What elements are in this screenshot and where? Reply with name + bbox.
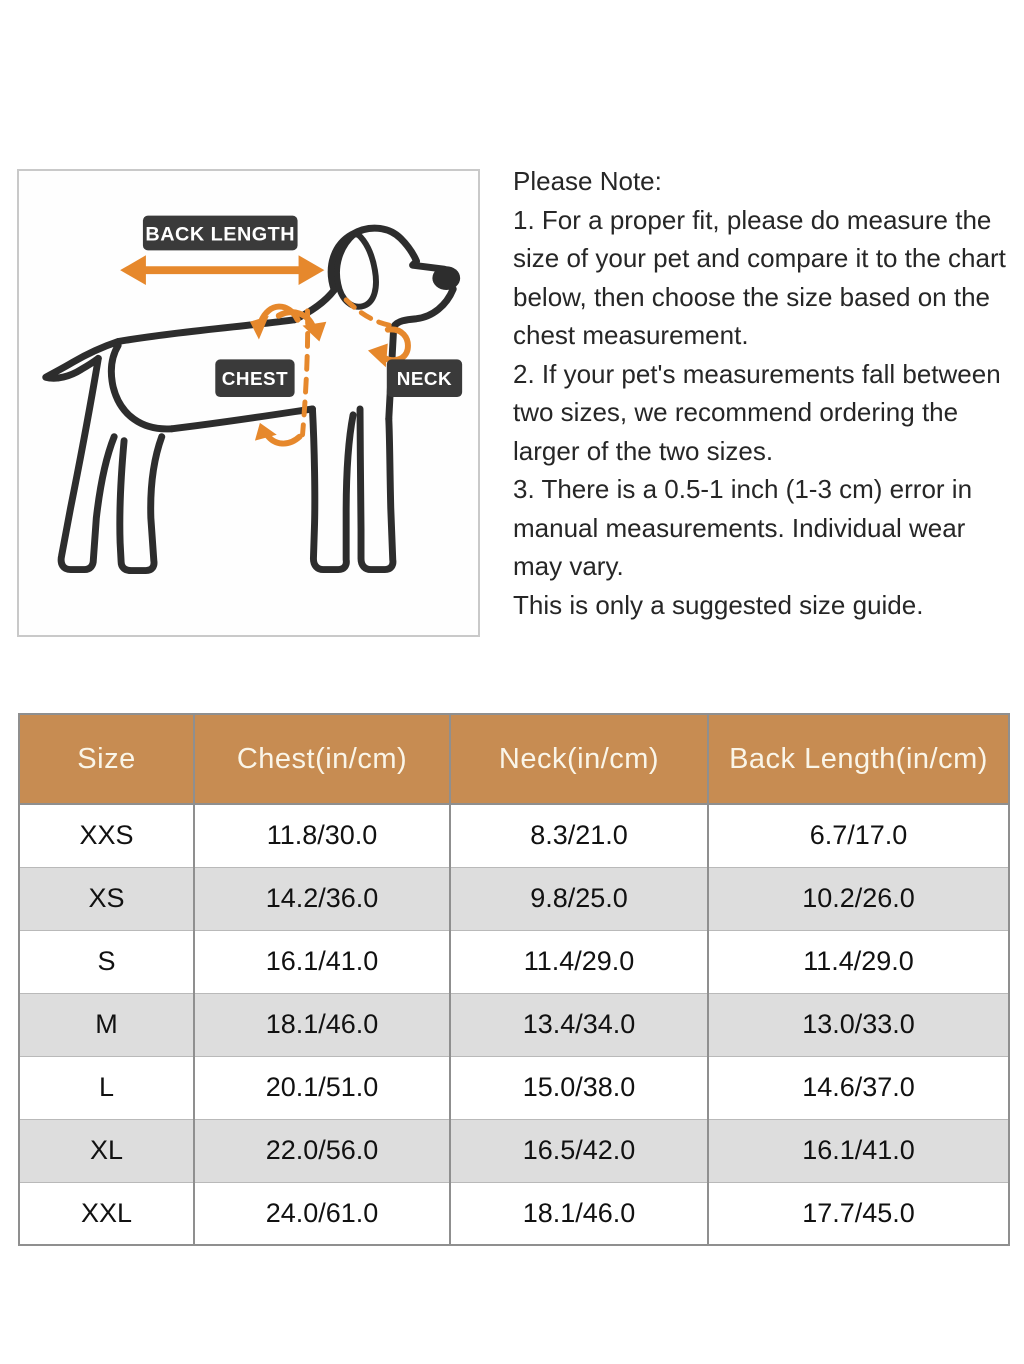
header-neck: Neck(in/cm) — [450, 714, 708, 804]
note-line: Please Note: — [513, 166, 662, 196]
table-row-xxs — [19, 804, 1009, 867]
cell-size: XXL — [19, 1182, 194, 1245]
dog-tail — [46, 342, 118, 379]
note-line: may vary. — [513, 551, 624, 581]
note-line: larger of the two sizes. — [513, 435, 774, 466]
cell-neck: 13.4/34.0 — [450, 993, 708, 1056]
cell-chest: 22.0/56.0 — [194, 1119, 450, 1182]
size-table — [18, 713, 1010, 1246]
dog-back — [118, 320, 294, 342]
note-line: 1. For a proper fit, please do measure the — [513, 204, 992, 235]
table-row-m — [19, 993, 1009, 1056]
cell-neck: 11.4/29.0 — [450, 930, 708, 993]
table-row-s — [19, 930, 1009, 993]
table-row-l — [19, 1056, 1009, 1119]
note-line: chest measurement. — [513, 320, 749, 350]
cell-chest: 14.2/36.0 — [194, 867, 450, 930]
cell-size: XS — [19, 867, 194, 930]
cell-size: XL — [19, 1119, 194, 1182]
table-row-xl — [19, 1119, 1009, 1182]
neck-label — [387, 359, 462, 397]
header-back-length: Back Length(in/cm) — [708, 714, 1009, 804]
cell-size: M — [19, 993, 194, 1056]
dog-hind-leg-far — [61, 358, 114, 569]
cell-size: L — [19, 1056, 194, 1119]
dog-belly — [172, 409, 313, 429]
dog-ear — [337, 234, 376, 306]
cell-size: S — [19, 930, 194, 993]
cell-back-length: 16.1/41.0 — [708, 1119, 1009, 1182]
cell-back-length: 11.4/29.0 — [708, 930, 1009, 993]
cell-back-length: 6.7/17.0 — [708, 804, 1009, 867]
header-chest: Chest(in/cm) — [194, 714, 450, 804]
dog-nose — [432, 266, 460, 290]
cell-back-length: 10.2/26.0 — [708, 867, 1009, 930]
dog-illustration — [19, 171, 478, 635]
cell-neck: 8.3/21.0 — [450, 804, 708, 867]
cell-chest: 11.8/30.0 — [194, 804, 450, 867]
note-line: This is only a suggested size guide. — [513, 589, 924, 620]
cell-size: XXS — [79, 820, 134, 851]
back-length-label — [143, 216, 298, 251]
size-table-section — [18, 713, 1008, 1246]
cell-chest: 20.1/51.0 — [194, 1056, 450, 1119]
dog-front-leg-rear — [312, 409, 353, 570]
note-line: 2. If your pet's measurements fall between — [513, 358, 1001, 389]
cell-chest: 16.1/41.0 — [194, 930, 450, 993]
table-header-row — [19, 714, 1009, 804]
note-line: manual measurements. Individual wear — [513, 512, 966, 543]
svg-text:CHEST: CHEST — [221, 368, 289, 390]
cell-back-length: 14.6/37.0 — [708, 1056, 1009, 1119]
note-line: 3. There is a 0.5-1 inch (1-3 cm) error in — [513, 474, 973, 504]
svg-text:NECK: NECK — [396, 368, 453, 390]
chest-label — [215, 359, 294, 397]
measurement-diagram-box — [17, 169, 480, 637]
note-line: size of your pet and compare it to the chart — [513, 243, 1006, 273]
dog-hind-leg-near — [120, 437, 162, 571]
back-length-arrow — [120, 255, 324, 285]
svg-text:BACK LENGTH: BACK LENGTH — [145, 223, 296, 246]
note-line: below, then choose the size based on the — [513, 281, 991, 312]
cell-neck: 15.0/38.0 — [450, 1056, 708, 1119]
dog-thigh-line — [111, 346, 171, 429]
cell-neck: 16.5/42.0 — [450, 1119, 708, 1182]
cell-chest: 18.1/46.0 — [194, 993, 450, 1056]
table-row-xs — [19, 867, 1009, 930]
note-line: two sizes, we recommend ordering the — [513, 397, 959, 427]
notes-section — [513, 162, 1018, 624]
cell-back-length: 13.0/33.0 — [708, 993, 1009, 1056]
cell-back-length: 17.7/45.0 — [708, 1182, 1009, 1245]
table-row-xxl — [19, 1182, 1009, 1245]
cell-neck: 9.8/25.0 — [450, 867, 708, 930]
cell-chest: 24.0/61.0 — [194, 1182, 450, 1245]
header-size: Size — [19, 714, 194, 804]
cell-neck: 18.1/46.0 — [450, 1182, 708, 1245]
dog-front-leg-front — [360, 409, 393, 570]
